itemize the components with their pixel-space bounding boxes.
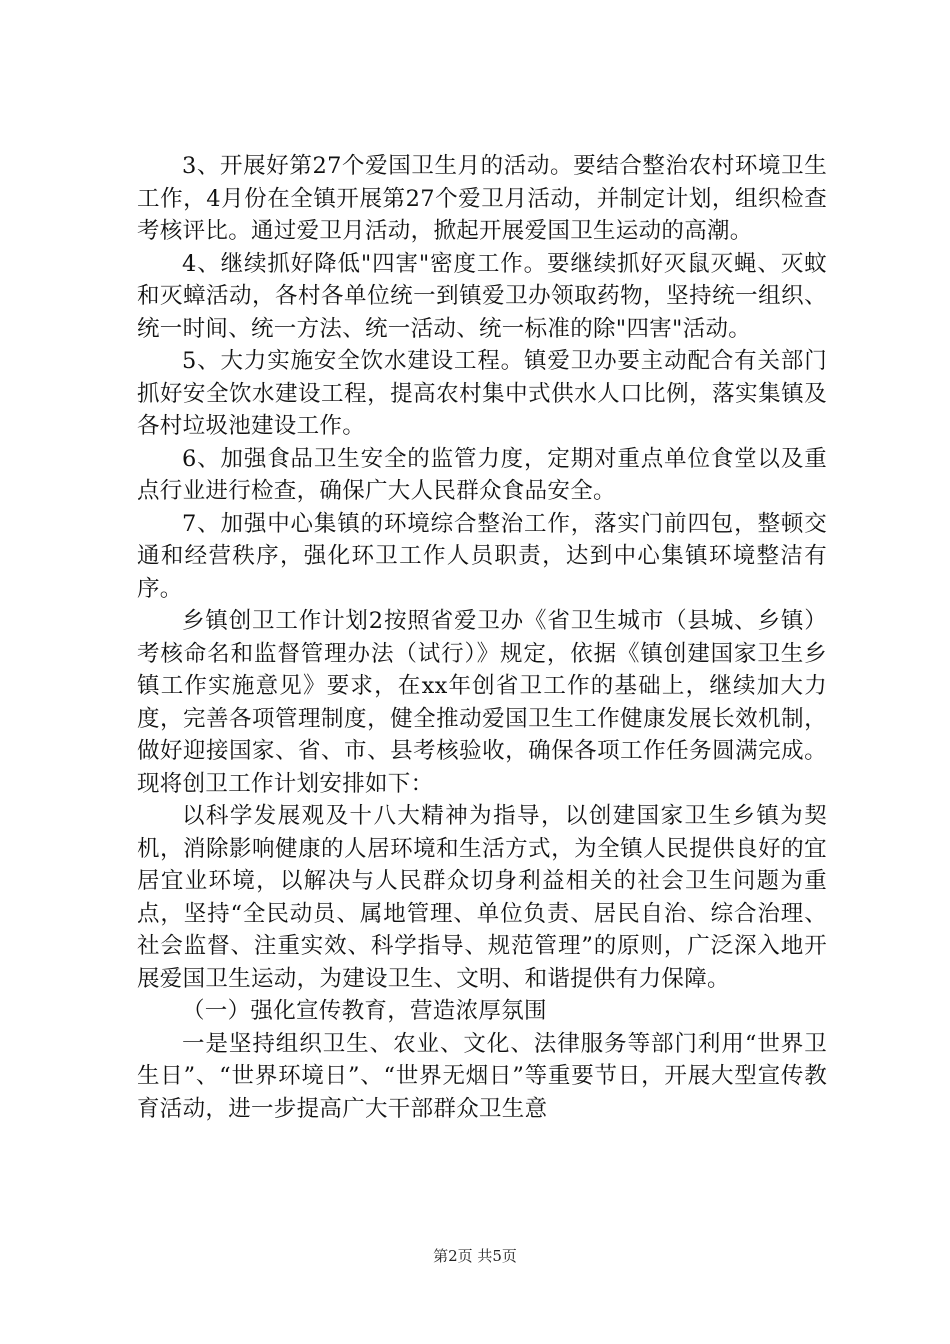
paragraph-item-4: 4、继续抓好降低"四害"密度工作。要继续抓好灭鼠灭蝇、灭蚊和灭蟑活动，各村各单位统一到镇爱卫办领取药物，坚持统一组织、统一时间、统一方法、统一活动、统一标准的除"四害"活动。 — [137, 250, 827, 342]
paragraph-item-6: 6、加强食品卫生安全的监管力度，定期对重点单位食堂以及重点行业进行检查，确保广大人民群众食品安全。 — [137, 445, 827, 504]
paragraph-item-7: 7、加强中心集镇的环境综合整治工作，落实门前四包，整顿交通和经营秩序，强化环卫工作人员职责，达到中心集镇环境整洁有序。 — [137, 510, 827, 602]
paragraph-guiding-principle: 以科学发展观及十八大精神为指导，以创建国家卫生乡镇为契机，消除影响健康的人居环境和生活方式，为全镇人民提供良好的宜居宜业环境，以解决与人民群众切身利益相关的社会卫生问题为重点，坚持“全民动员、属地管理、单位负责、居民自治、综合治理、社会监督、注重实效、科学指导、规范管理”的原则，广泛深入地开展爱国卫生运动，为建设卫生、文明、和谐提供有力保障。 — [137, 803, 827, 992]
paragraph-measure-1: 一是坚持组织卫生、农业、文化、法律服务等部门利用“世界卫生日”、“世界环境日”、“世界无烟日”等重要节日，开展大型宣传教育活动，进一步提高广大干部群众卫生意 — [137, 1030, 827, 1122]
paragraph-item-5: 5、大力实施安全饮水建设工程。镇爱卫办要主动配合有关部门抓好安全饮水建设工程，提高农村集中式供水人口比例，落实集镇及各村垃圾池建设工作。 — [137, 348, 827, 439]
paragraph-item-3: 3、开展好第27个爱国卫生月的活动。要结合整治农村环境卫生工作，4月份在全镇开展第27个爱卫月活动，并制定计划，组织检查考核评比。通过爱卫月活动，掀起开展爱国卫生运动的高潮。 — [137, 153, 827, 244]
section-heading: （一）强化宣传教育，营造浓厚氛围 — [182, 998, 547, 1024]
page-footer — [0, 1245, 950, 1266]
paragraph-plan-intro: 乡镇创卫工作计划2按照省爱卫办《省卫生城市（县城、乡镇）考核命名和监督管理办法（试行）》规定，依据《镇创建国家卫生乡镇工作实施意见》要求，在xx年创省卫工作的基础上，继续加大力度，完善各项管理制度，健全推动爱国卫生工作健康发展长效机制，做好迎接国家、省、市、县考核验收，确保各项工作任务圆满完成。现将创卫工作计划安排如下： — [137, 608, 827, 797]
page-number-label: 第2页 共5页 — [433, 1247, 517, 1265]
document-body — [137, 150, 827, 1125]
